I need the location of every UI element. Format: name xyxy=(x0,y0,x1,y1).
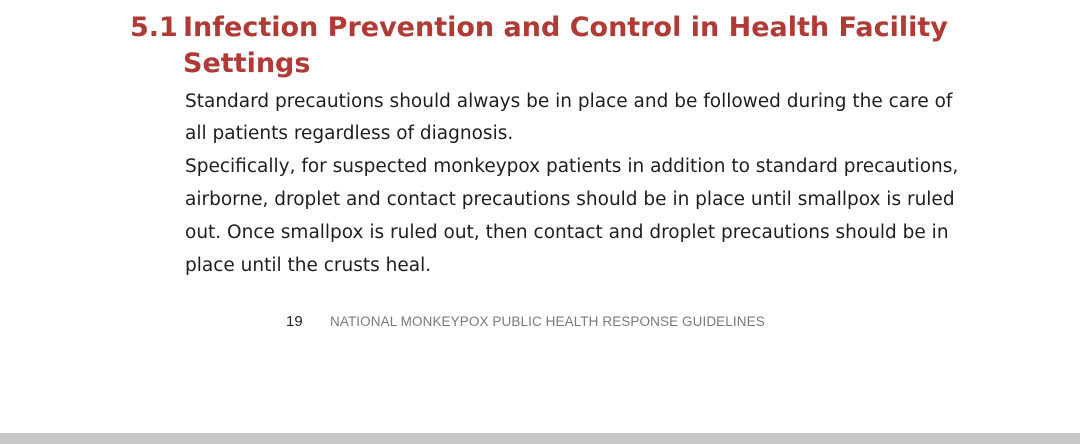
paragraph-standard-precautions: Standard precautions should always be in place and be followed during the care of all patients regardless of diagnosis. xyxy=(185,91,953,144)
section-body xyxy=(185,86,975,282)
section-title: Infection Prevention and Control in Health Facility Settings xyxy=(183,12,948,79)
section-heading xyxy=(130,10,1030,82)
page-footer xyxy=(286,313,886,331)
paragraph-monkeypox-precautions: Specifically, for suspected monkeypox patients in addition to standard precautions, airborne, droplet and contact precautions should be in place until smallpox is ruled out. Once smallpox is ruled out, then contact and droplet precautions should be in place until the crusts heal. xyxy=(185,156,959,276)
section-number: 5.1 xyxy=(130,12,178,43)
running-title: NATIONAL MONKEYPOX PUBLIC HEALTH RESPONSE GUIDELINES xyxy=(330,314,765,329)
page-separator-bar xyxy=(0,433,1080,444)
page-number: 19 xyxy=(286,313,303,330)
